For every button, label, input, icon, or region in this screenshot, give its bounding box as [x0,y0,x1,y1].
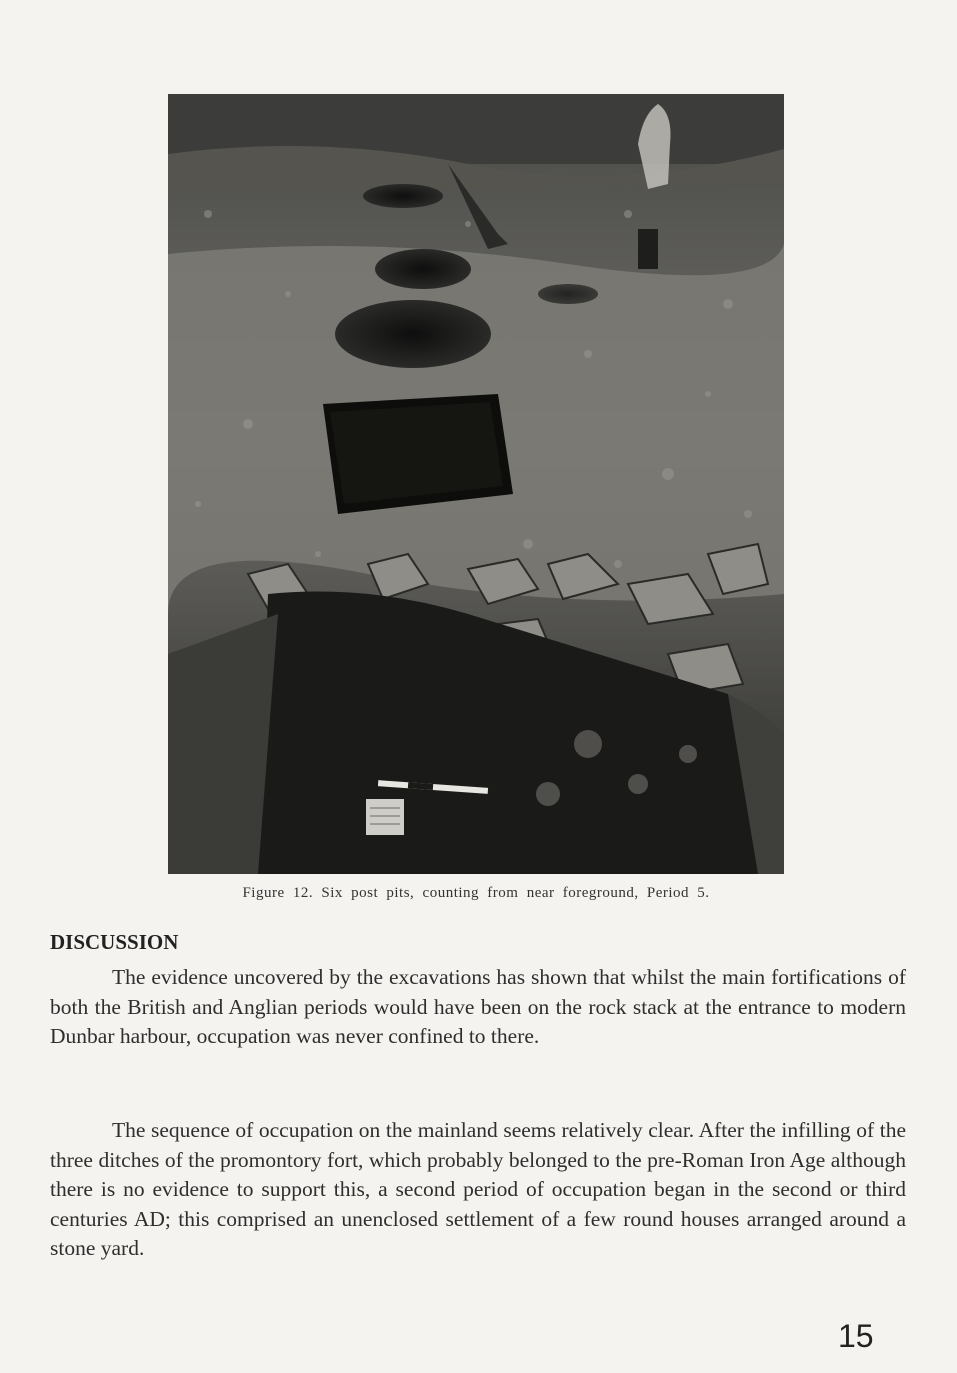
page-number: 15 [838,1318,874,1354]
paragraph: The sequence of occupation on the mainland seems relatively clear. After the infilling of the three ditches of the promontory fort, which probably belonged to the pre-Roman Iron Age although there is no evidence to support this, a second period of occupation began in the second or third centuries AD; this comprised an unenclosed settlement of a few round houses arranged around a stone yard. [50,1118,906,1260]
excavation-photo [168,94,784,874]
figure-caption: Figure 12. Six post pits, counting from near foreground, Period 5. [242,885,710,901]
section-heading: DISCUSSION [50,930,179,954]
paragraph: The evidence uncovered by the excavations has shown that whilst the main fortifications of both the British and Anglian periods would have been on the rock stack at the entrance to modern Dunbar harbour, occupation was never confined to there. [50,965,906,1048]
